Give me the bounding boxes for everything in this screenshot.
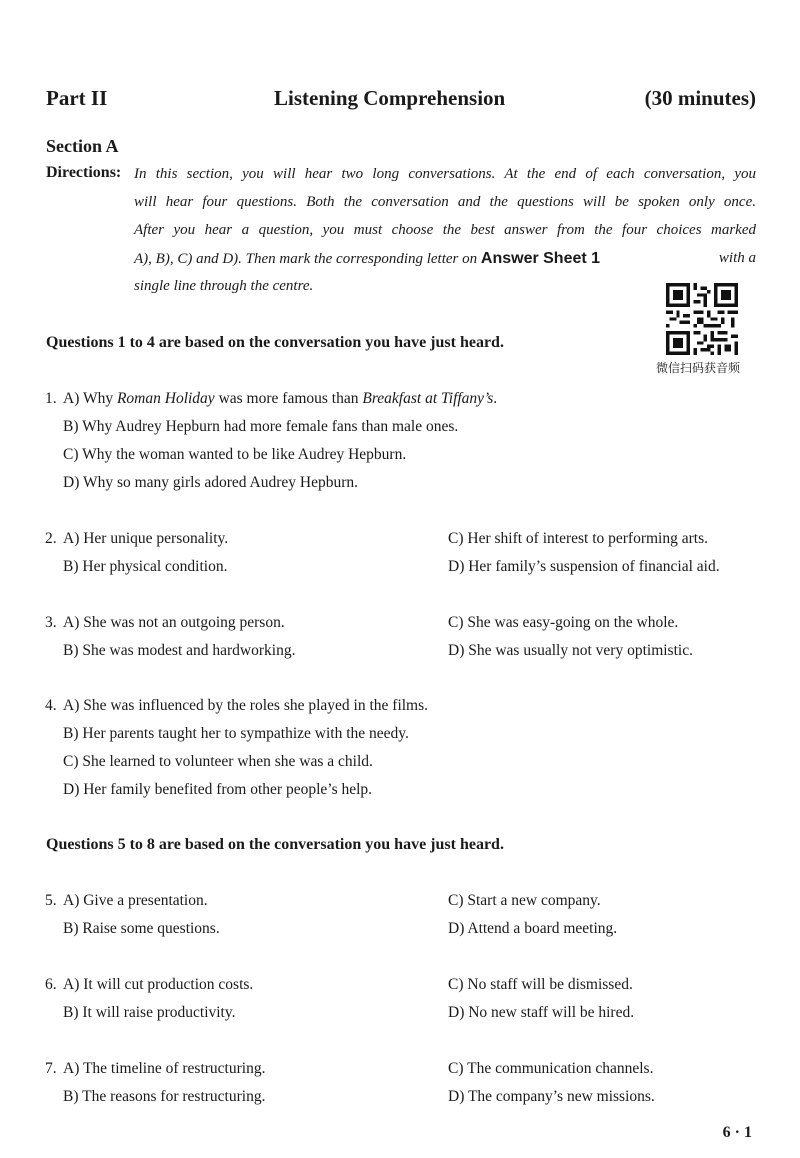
directions-line-4 [134, 250, 756, 268]
directions-line-2: will hear four questions. Both the conversation and the questions will be spoken only once. [134, 194, 756, 210]
time-allotted: (30 minutes) [644, 86, 756, 110]
q7-option-c: C) The communication channels. [448, 1060, 654, 1077]
q7-option-b: B) The reasons for restructuring. [63, 1088, 266, 1105]
q6-number: 6. [45, 976, 57, 993]
q1-number: 1. [45, 390, 57, 407]
q4-option-b: B) Her parents taught her to sympathize with the needy. [63, 725, 409, 742]
directions-line-1: In this section, you will hear two long conversations. At the end of each conversation, you [134, 166, 756, 182]
q7-option-d: D) The company’s new missions. [448, 1088, 655, 1105]
directions-line-4-text: A), B), C) and D). Then mark the corresponding letter on [134, 251, 478, 267]
directions-line-4-end: with a [718, 250, 756, 266]
directions-line-3: After you hear a question, you must choose the best answer from the four choices marked [134, 222, 756, 238]
q6-option-d: D) No new staff will be hired. [448, 1004, 635, 1021]
page-number: 6 · 1 [722, 1124, 752, 1141]
q6-option-c: C) No staff will be dismissed. [448, 976, 633, 993]
q1-title-roman-holiday: Roman Holiday [116, 390, 215, 407]
qr-code-icon [666, 283, 738, 355]
group-1-heading: Questions 1 to 4 are based on the conversation you have just heard. [46, 334, 504, 351]
q7-number: 7. [45, 1060, 57, 1077]
q1-title-breakfast: Breakfast at Tiffany’s [362, 390, 494, 407]
directions-label: Directions: [46, 164, 122, 181]
part-label: Part II [46, 86, 108, 110]
q3-number: 3. [45, 614, 57, 631]
q1-option-d: D) Why so many girls adored Audrey Hepburn. [63, 474, 359, 491]
q2-option-d: D) Her family’s suspension of financial aid. [448, 558, 720, 575]
directions-line-5: single line through the centre. [134, 278, 314, 294]
q2-option-b: B) Her physical condition. [63, 558, 228, 575]
q4-option-c: C) She learned to volunteer when she was a child. [63, 753, 373, 770]
q6-option-a: 6. A) It will cut production costs. [45, 976, 254, 993]
section-title: Section A [46, 136, 119, 156]
q4-option-a: 4. A) She was influenced by the roles she played in the films. [45, 697, 429, 714]
q2-option-c: C) Her shift of interest to performing arts. [448, 530, 708, 547]
qr-caption: 微信扫码获音频 [656, 361, 741, 375]
answer-sheet-label: Answer Sheet 1 [480, 250, 601, 267]
q5-option-a: 5. A) Give a presentation. [45, 892, 208, 909]
q3-option-d: D) She was usually not very optimistic. [448, 642, 693, 659]
q6-option-b: B) It will raise productivity. [63, 1004, 236, 1021]
part-title: Listening Comprehension [274, 86, 506, 110]
q3-option-a: 3. A) She was not an outgoing person. [45, 614, 285, 631]
q5-option-c: C) Start a new company. [448, 892, 601, 909]
q2-option-a: 2. A) Her unique personality. [45, 530, 229, 547]
q3-option-c: C) She was easy-going on the whole. [448, 614, 679, 631]
q5-option-b: B) Raise some questions. [63, 920, 220, 937]
q1-option-c: C) Why the woman wanted to be like Audrey Hepburn. [63, 446, 407, 463]
q3-option-b: B) She was modest and hardworking. [63, 642, 296, 659]
part-header [46, 86, 756, 116]
q1-option-b: B) Why Audrey Hepburn had more female fans than male ones. [63, 418, 459, 435]
group-2-heading: Questions 5 to 8 are based on the conversation you have just heard. [46, 836, 504, 853]
q5-number: 5. [45, 892, 57, 909]
q5-option-d: D) Attend a board meeting. [448, 920, 618, 937]
q4-number: 4. [45, 697, 57, 714]
q1-option-a: 1. A) Why Roman Holiday was more famous than Breakfast at Tiffany’s. [45, 390, 498, 407]
q7-option-a: 7. A) The timeline of restructuring. [45, 1060, 266, 1077]
q4-option-d: D) Her family benefited from other people’s help. [63, 781, 373, 798]
q2-number: 2. [45, 530, 57, 547]
